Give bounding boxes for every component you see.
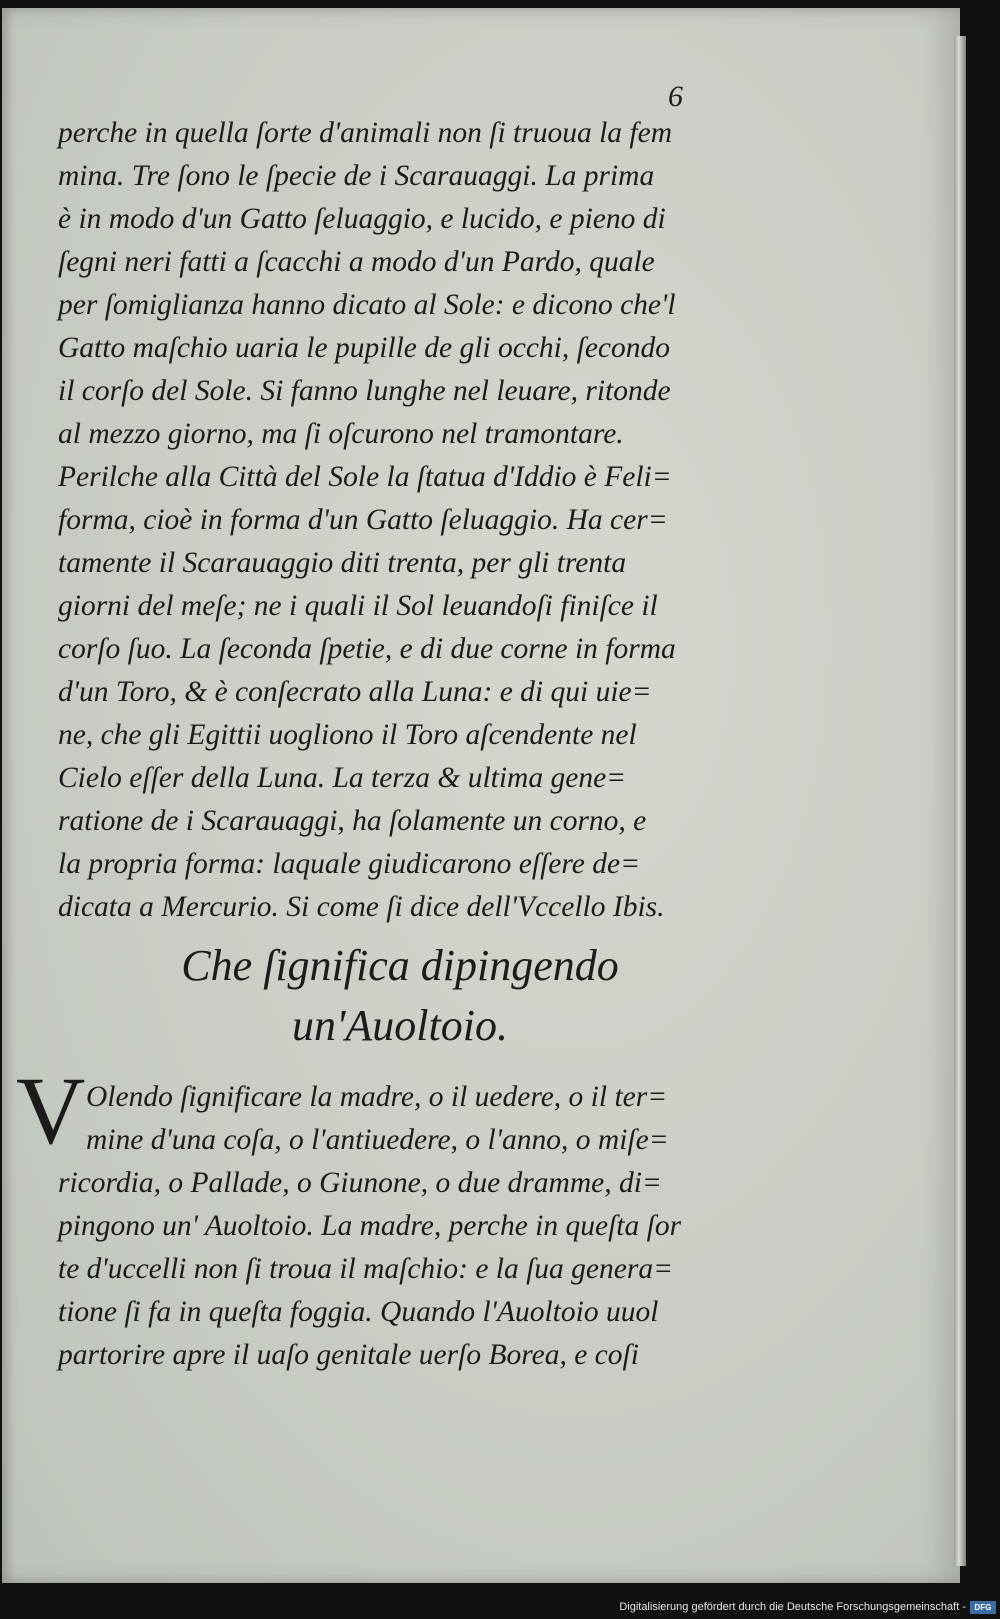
text-line: perche in quella ſorte d'animali non ſi truoua la fem (58, 117, 672, 149)
text-line: Olendo ſignificare la madre, o il uedere, o il ter= (86, 1081, 668, 1113)
dfg-logo-icon: DFG (970, 1601, 996, 1614)
text-line: la propria forma: laquale giudicarono eſſere de= (58, 848, 640, 880)
second-paragraph (58, 1076, 738, 1377)
text-line: dicata a Mercurio. Si come ſi dice dell'Vccello Ibis. (58, 891, 665, 923)
text-line: corſo ſuo. La ſeconda ſpetie, e di due corne in forma (58, 633, 676, 665)
text-line: ne, che gli Egittii uogliono il Toro aſcendente nel (58, 719, 637, 751)
page-number: 6 (668, 80, 683, 113)
text-line: Perilche alla Città del Sole la ſtatua d'Iddio è Feli= (58, 461, 672, 493)
footer-bar (0, 1596, 1000, 1619)
text-line: per ſomiglianza hanno dicato al Sole: e dicono che'l (58, 289, 676, 321)
text-line: è in modo d'un Gatto ſeluaggio, e lucido, e pieno di (58, 203, 666, 235)
text-line: tione ſi fa in queſta foggia. Quando l'Auoltoio uuol (58, 1296, 659, 1328)
text-line: Cielo eſſer della Luna. La terza & ultima gene= (58, 762, 627, 794)
text-line: mine d'una coſa, o l'antiuedere, o l'anno, o miſe= (86, 1124, 669, 1156)
text-line: partorire apre il uaſo genitale uerſo Borea, e coſi (58, 1339, 639, 1371)
text-line: ratione de i Scarauaggi, ha ſolamente un corno, e (58, 805, 647, 837)
text-line: te d'uccelli non ſi troua il maſchio: e la ſua genera= (58, 1253, 674, 1285)
text-line: giorni del meſe; ne i quali il Sol leuandoſi finiſce il (58, 590, 658, 622)
footer-credit: Digitalisierung gefördert durch die Deutsche Forschungsgemeinschaft - (619, 1601, 966, 1613)
text-line: d'un Toro, & è conſecrato alla Luna: e di qui uie= (58, 676, 652, 708)
text-line: mina. Tre ſono le ſpecie de i Scarauaggi. La prima (58, 160, 655, 192)
text-line: ricordia, o Pallade, o Giunone, o due dramme, di= (58, 1167, 662, 1199)
text-line: pingono un' Auoltoio. La madre, perche in queſta ſor (58, 1210, 682, 1242)
text-line: al mezzo giorno, ma ſi oſcurono nel tramontare. (58, 418, 624, 450)
text-line: tamente il Scarauaggio diti trenta, per gli trenta (58, 547, 627, 579)
page-edge (954, 36, 966, 1566)
section-heading: Che ſignifica dipingendo (181, 941, 619, 990)
body-text (58, 112, 738, 929)
text-line: il corſo del Sole. Si fanno lunghe nel leuare, ritonde (58, 375, 671, 407)
drop-cap: V (16, 1057, 86, 1164)
text-line: ſegni neri fatti a ſcacchi a modo d'un Pardo, quale (58, 246, 655, 278)
text-line: forma, cioè in forma d'un Gatto ſeluaggio. Ha cer= (58, 504, 668, 536)
text-line: Gatto maſchio uaria le pupille de gli occhi, ſecondo (58, 332, 671, 364)
section-heading-line2: un'Auoltoio. (292, 1001, 508, 1050)
